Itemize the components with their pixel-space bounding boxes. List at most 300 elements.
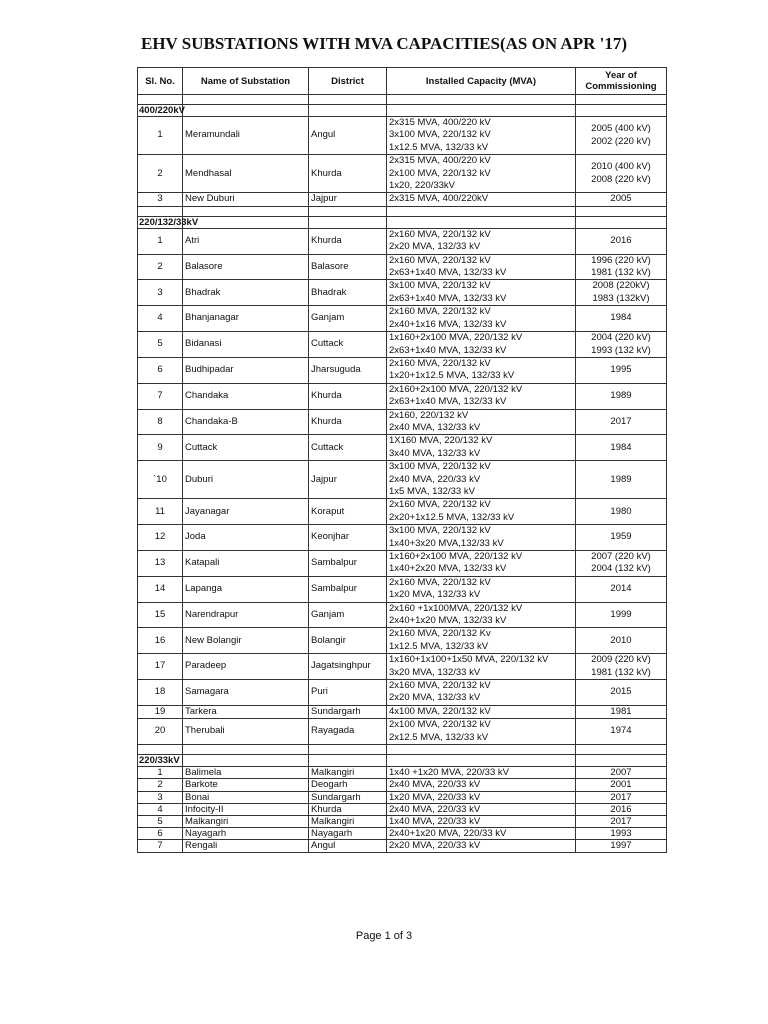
year-cell — [576, 680, 667, 706]
capacity-line: 1x40+3x20 MVA,132/33 kV — [389, 537, 504, 549]
table-row — [138, 461, 667, 499]
sl-no-cell: 3 — [138, 280, 183, 306]
substation-name-cell: Bonai — [183, 791, 309, 803]
capacity-line: 2x40 MVA, 220/33 kV — [389, 779, 481, 791]
year-cell — [576, 155, 667, 193]
section-header-empty-cell — [387, 105, 576, 117]
spacer-cell — [387, 95, 576, 105]
page-footer: Page 1 of 3 — [355, 930, 413, 942]
table-row — [138, 705, 667, 718]
year-cell — [576, 719, 667, 745]
capacity-line: 2x160 MVA, 220/132 kV — [389, 576, 491, 588]
capacity-line: 1x160+2x100 MVA, 220/132 kV — [389, 551, 523, 562]
district-cell: Malkangiri — [309, 767, 387, 779]
year-cell — [576, 409, 667, 435]
section-label: 400/220kV — [139, 105, 185, 116]
district-cell: Sundargarh — [309, 791, 387, 803]
table-row — [138, 155, 667, 193]
substation-name-cell: Bidanasi — [183, 332, 309, 358]
capacity-cell — [387, 357, 576, 383]
capacity-line: 3x100 MVA, 220/132 kV — [389, 129, 491, 141]
district-cell: Rayagada — [309, 719, 387, 745]
spacer-row — [138, 95, 667, 105]
capacity-line: 1x20, 220/33kV — [389, 180, 456, 192]
year-line: 1974 — [610, 725, 632, 737]
year-cell — [576, 280, 667, 306]
table-row — [138, 840, 667, 852]
district-cell: Khurda — [309, 383, 387, 409]
capacity-line: 2x63+1x40 MVA, 132/33 kV — [389, 292, 507, 304]
spacer-cell — [576, 95, 667, 105]
sl-no-cell: 17 — [138, 654, 183, 680]
table-row — [138, 815, 667, 827]
capacity-line: 1x5 MVA, 132/33 kV — [389, 485, 475, 497]
year-line: 1999 — [610, 608, 632, 620]
capacity-cell — [387, 254, 576, 280]
table-row — [138, 767, 667, 779]
capacity-line: 2x160, 220/132 kV — [389, 409, 469, 421]
capacity-cell — [387, 383, 576, 409]
year-cell — [576, 654, 667, 680]
district-cell: Jajpur — [309, 193, 387, 206]
table-row — [138, 306, 667, 332]
table-row — [138, 828, 667, 840]
year-cell — [576, 193, 667, 206]
district-cell: Khurda — [309, 228, 387, 254]
capacity-line: 2x63+1x40 MVA, 132/33 kV — [389, 267, 507, 279]
substation-name-cell: Cuttack — [183, 435, 309, 461]
section-header-row — [138, 216, 667, 228]
capacity-line: 3x20 MVA, 132/33 kV — [389, 666, 481, 678]
substation-name-cell: Lapanga — [183, 576, 309, 602]
substation-name-cell: Joda — [183, 525, 309, 551]
substation-name-cell: Budhipadar — [183, 357, 309, 383]
year-cell — [576, 525, 667, 551]
capacity-line: 2x160 MVA, 220/132 kV — [389, 306, 491, 318]
table-row — [138, 383, 667, 409]
year-cell — [576, 767, 667, 779]
year-line: 1983 (132kV) — [592, 292, 650, 304]
spacer-cell — [138, 95, 183, 105]
year-cell — [576, 499, 667, 525]
table-body — [138, 95, 667, 853]
year-line: 2005 (400 kV) — [591, 123, 651, 135]
capacity-line: 1x40 +1x20 MVA, 220/33 kV — [389, 767, 509, 779]
section-header-empty-cell — [183, 755, 309, 767]
capacity-line: 1x160+2x100 MVA, 220/132 kV — [389, 332, 523, 344]
capacity-line: 2x160 MVA, 220/132 kV — [389, 254, 491, 266]
district-cell: Angul — [309, 840, 387, 852]
year-line: 2007 — [610, 767, 632, 779]
substation-name-cell: Bhadrak — [183, 280, 309, 306]
sl-no-cell: 1 — [138, 228, 183, 254]
year-line: 2014 — [610, 583, 632, 595]
sl-no-cell: 7 — [138, 840, 183, 852]
year-cell — [576, 435, 667, 461]
page-title: EHV SUBSTATIONS WITH MVA CAPACITIES(AS ON APR '17) — [140, 34, 628, 53]
capacity-line: 2x160 MVA, 220/132 kV — [389, 680, 491, 692]
capacity-line: 1x20 MVA, 132/33 kV — [389, 589, 481, 601]
table-row — [138, 628, 667, 654]
capacity-line: 2x20 MVA, 132/33 kV — [389, 692, 481, 704]
year-line: 1989 — [610, 389, 632, 401]
capacity-line: 2x160 MVA, 220/132 kV — [389, 499, 491, 511]
capacity-line: 2x100 MVA, 220/132 kV — [389, 719, 491, 731]
header-year-of-commissioning: Year of Commissioning — [576, 68, 667, 95]
header-sl-no: Sl. No. — [138, 68, 183, 95]
year-line: 2004 (220 kV) — [591, 332, 651, 344]
capacity-line: 2x63+1x40 MVA, 132/33 kV — [389, 344, 507, 356]
table-row — [138, 228, 667, 254]
capacity-cell — [387, 602, 576, 628]
year-line: 2010 — [610, 634, 632, 646]
capacity-line: 3x100 MVA, 220/132 kV — [389, 280, 491, 292]
spacer-cell — [387, 745, 576, 755]
capacity-cell — [387, 306, 576, 332]
year-cell — [576, 840, 667, 852]
year-line: 2004 (132 kV) — [591, 563, 651, 575]
year-line: 2008 (220kV) — [592, 280, 650, 292]
capacity-line: 2x40 MVA, 132/33 kV — [389, 421, 481, 433]
year-line: 1993 — [610, 828, 632, 840]
district-cell: Sundargarh — [309, 705, 387, 718]
sl-no-cell: 20 — [138, 719, 183, 745]
district-cell: Deogarh — [309, 779, 387, 791]
district-cell: Balasore — [309, 254, 387, 280]
year-cell — [576, 306, 667, 332]
capacity-line: 2x63+1x40 MVA, 132/33 kV — [389, 396, 507, 408]
year-line: 1981 (132 kV) — [591, 666, 651, 678]
district-cell: Khurda — [309, 155, 387, 193]
capacity-cell — [387, 705, 576, 718]
capacity-cell — [387, 840, 576, 852]
substation-name-cell: Balasore — [183, 254, 309, 280]
table-row — [138, 409, 667, 435]
spacer-cell — [387, 206, 576, 216]
section-label: 220/33kV — [138, 755, 183, 767]
year-line: 1981 (132 kV) — [591, 267, 651, 279]
sl-no-cell: 3 — [138, 193, 183, 206]
section-label: 220/132/33kV — [139, 216, 199, 228]
year-line: 1989 — [610, 473, 632, 485]
substation-name-cell: Infocity-II — [183, 803, 309, 815]
year-line: 2002 (220 kV) — [591, 135, 651, 147]
district-cell: Puri — [309, 680, 387, 706]
table-row — [138, 525, 667, 551]
capacity-cell — [387, 779, 576, 791]
capacity-line: 1X160 MVA, 220/132 kV — [389, 435, 493, 447]
capacity-line: 3x100 MVA, 220/132 kV — [389, 525, 491, 537]
spacer-cell — [309, 95, 387, 105]
substation-name-cell: Duburi — [183, 461, 309, 499]
section-header-empty-cell — [387, 755, 576, 767]
table-row — [138, 332, 667, 358]
table-row — [138, 576, 667, 602]
capacity-line: 2x12.5 MVA, 132/33 kV — [389, 731, 489, 743]
capacity-cell — [387, 628, 576, 654]
substation-name-cell: Malkangiri — [183, 815, 309, 827]
capacity-line: 2x100 MVA, 220/132 kV — [389, 167, 491, 179]
year-line: 2017 — [610, 415, 632, 427]
sl-no-cell: 2 — [138, 779, 183, 791]
capacity-line: 3x40 MVA, 132/33 kV — [389, 447, 481, 459]
table-row — [138, 499, 667, 525]
capacity-line: 1x160+1x100+1x50 MVA, 220/132 kV — [389, 654, 549, 666]
table-row — [138, 117, 667, 155]
sl-no-cell: 6 — [138, 828, 183, 840]
table-row — [138, 803, 667, 815]
table-row — [138, 791, 667, 803]
district-cell: Cuttack — [309, 435, 387, 461]
section-header-empty-cell — [309, 755, 387, 767]
substation-name-cell: Nayagarh — [183, 828, 309, 840]
capacity-cell — [387, 719, 576, 745]
year-line: 2015 — [610, 686, 632, 698]
capacity-line: 2x40+1x20 MVA, 132/33 kV — [389, 615, 507, 627]
spacer-cell — [183, 745, 309, 755]
table-row — [138, 551, 667, 577]
spacer-cell — [183, 95, 309, 105]
capacity-line: 2x20 MVA, 220/33 kV — [389, 840, 481, 852]
sl-no-cell: 12 — [138, 525, 183, 551]
sl-no-cell: 6 — [138, 357, 183, 383]
capacity-line: 1x12.5 MVA, 132/33 kV — [389, 640, 489, 652]
capacity-cell — [387, 409, 576, 435]
sl-no-cell: 11 — [138, 499, 183, 525]
capacity-line: 3x100 MVA, 220/132 kV — [389, 461, 491, 473]
year-line: 1995 — [610, 364, 632, 376]
year-line: 2008 (220 kV) — [591, 173, 651, 185]
year-cell — [576, 628, 667, 654]
table-row — [138, 654, 667, 680]
capacity-cell — [387, 815, 576, 827]
section-header-empty-cell — [309, 216, 387, 228]
section-header-empty-cell — [183, 216, 309, 228]
substation-name-cell: Chandaka-B — [183, 409, 309, 435]
year-line: 1981 — [610, 705, 632, 717]
year-line: 1996 (220 kV) — [591, 254, 651, 266]
sl-no-cell: `10 — [138, 461, 183, 499]
table-row — [138, 602, 667, 628]
year-line: 2016 — [610, 235, 632, 247]
substation-name-cell: Mendhasal — [183, 155, 309, 193]
capacity-line: 2x20 MVA, 132/33 kV — [389, 241, 481, 253]
section-header-empty-cell — [576, 105, 667, 117]
capacity-line: 1x20+1x12.5 MVA, 132/33 kV — [389, 370, 515, 382]
year-line: 1984 — [610, 312, 632, 324]
year-cell — [576, 602, 667, 628]
year-line: 2009 (220 kV) — [591, 654, 651, 666]
substation-name-cell: Samagara — [183, 680, 309, 706]
section-header-row — [138, 755, 667, 767]
year-line: 1959 — [610, 531, 632, 543]
spacer-cell — [309, 206, 387, 216]
district-cell: Jagatsinghpur — [309, 654, 387, 680]
capacity-cell — [387, 155, 576, 193]
sl-no-cell: 5 — [138, 332, 183, 358]
substation-name-cell: Atri — [183, 228, 309, 254]
district-cell: Khurda — [309, 803, 387, 815]
district-cell: Ganjam — [309, 306, 387, 332]
substation-name-cell: New Bolangir — [183, 628, 309, 654]
sl-no-cell: 18 — [138, 680, 183, 706]
year-line: 1984 — [610, 441, 632, 453]
district-cell: Koraput — [309, 499, 387, 525]
capacity-line: 2x160 MVA, 220/132 Kv — [389, 628, 491, 640]
capacity-line: 2x315 MVA, 400/220 kV — [389, 117, 491, 128]
sl-no-cell: 19 — [138, 705, 183, 718]
capacity-line: 1x40+2x20 MVA, 132/33 kV — [389, 563, 507, 575]
capacity-line: 2x160+2x100 MVA, 220/132 kV — [389, 383, 523, 395]
year-line: 2005 — [610, 193, 632, 205]
district-cell: Nayagarh — [309, 828, 387, 840]
sl-no-cell: 14 — [138, 576, 183, 602]
table-header-row — [138, 68, 667, 95]
substations-table — [137, 67, 667, 853]
section-header-empty-cell — [387, 216, 576, 228]
capacity-cell — [387, 499, 576, 525]
capacity-line: 2x160 MVA, 220/132 kV — [389, 357, 491, 369]
sl-no-cell: 16 — [138, 628, 183, 654]
capacity-cell — [387, 767, 576, 779]
year-cell — [576, 228, 667, 254]
spacer-cell — [138, 745, 183, 755]
sl-no-cell: 4 — [138, 306, 183, 332]
capacity-line: 1x12.5 MVA, 132/33 kV — [389, 141, 489, 153]
sl-no-cell: 1 — [138, 117, 183, 155]
substation-name-cell: Bhanjanagar — [183, 306, 309, 332]
spacer-cell — [576, 745, 667, 755]
capacity-cell — [387, 828, 576, 840]
year-line: 1980 — [610, 505, 632, 517]
district-cell: Malkangiri — [309, 815, 387, 827]
spacer-cell — [183, 206, 309, 216]
spacer-row — [138, 206, 667, 216]
table-row — [138, 719, 667, 745]
capacity-line: 4x100 MVA, 220/132 kV — [389, 705, 491, 717]
table-row — [138, 435, 667, 461]
capacity-line: 2x40 MVA, 220/33 kV — [389, 803, 481, 815]
substation-name-cell: Balimela — [183, 767, 309, 779]
capacity-cell — [387, 551, 576, 577]
year-line: 1993 (132 kV) — [591, 344, 651, 356]
substation-name-cell: Rengali — [183, 840, 309, 852]
capacity-line: 2x160 MVA, 220/132 kV — [389, 228, 491, 240]
year-line: 2010 (400 kV) — [591, 161, 651, 173]
capacity-cell — [387, 803, 576, 815]
spacer-cell — [576, 206, 667, 216]
district-cell: Sambalpur — [309, 551, 387, 577]
table-row — [138, 280, 667, 306]
section-header-empty-cell — [576, 216, 667, 228]
year-cell — [576, 254, 667, 280]
table-row — [138, 193, 667, 206]
district-cell: Ganjam — [309, 602, 387, 628]
section-header-empty-cell — [183, 105, 309, 117]
capacity-line: 2x160 +1x100MVA, 220/132 kV — [389, 602, 523, 614]
substation-name-cell: New Duburi — [183, 193, 309, 206]
district-cell: Sambalpur — [309, 576, 387, 602]
sl-no-cell: 7 — [138, 383, 183, 409]
year-cell — [576, 828, 667, 840]
section-header-row — [138, 105, 667, 117]
year-cell — [576, 791, 667, 803]
capacity-line: 1x40 MVA, 220/33 kV — [389, 815, 481, 827]
spacer-cell — [138, 206, 183, 216]
capacity-cell — [387, 228, 576, 254]
section-header-empty-cell — [576, 755, 667, 767]
header-district: District — [309, 68, 387, 95]
table-row — [138, 779, 667, 791]
capacity-line: 2x40 MVA, 220/33 kV — [389, 473, 481, 485]
year-cell — [576, 357, 667, 383]
year-cell — [576, 117, 667, 155]
district-cell: Bolangir — [309, 628, 387, 654]
substation-name-cell: Barkote — [183, 779, 309, 791]
year-cell — [576, 803, 667, 815]
capacity-cell — [387, 680, 576, 706]
capacity-line: 1x20 MVA, 220/33 kV — [389, 791, 481, 803]
substation-name-cell: Narendrapur — [183, 602, 309, 628]
year-line: 2017 — [610, 791, 632, 803]
capacity-line: 2x40+1x20 MVA, 220/33 kV — [389, 828, 507, 840]
capacity-cell — [387, 791, 576, 803]
substation-name-cell: Therubali — [183, 719, 309, 745]
capacity-cell — [387, 576, 576, 602]
spacer-row — [138, 745, 667, 755]
year-cell — [576, 332, 667, 358]
district-cell: Angul — [309, 117, 387, 155]
table-row — [138, 680, 667, 706]
capacity-line: 2x315 MVA, 400/220kV — [389, 193, 489, 205]
header-substation-name: Name of Substation — [183, 68, 309, 95]
year-line: 2001 — [610, 779, 632, 791]
substation-name-cell: Jayanagar — [183, 499, 309, 525]
year-cell — [576, 815, 667, 827]
capacity-cell — [387, 280, 576, 306]
substation-name-cell: Tarkera — [183, 705, 309, 718]
sl-no-cell: 5 — [138, 815, 183, 827]
capacity-cell — [387, 117, 576, 155]
year-cell — [576, 551, 667, 577]
substation-name-cell: Meramundali — [183, 117, 309, 155]
year-cell — [576, 705, 667, 718]
district-cell: Jajpur — [309, 461, 387, 499]
sl-no-cell: 1 — [138, 767, 183, 779]
year-line: 2016 — [610, 803, 632, 815]
capacity-line: 2x315 MVA, 400/220 kV — [389, 155, 491, 167]
sl-no-cell: 8 — [138, 409, 183, 435]
district-cell: Cuttack — [309, 332, 387, 358]
district-cell: Khurda — [309, 409, 387, 435]
year-cell — [576, 576, 667, 602]
table-row — [138, 357, 667, 383]
sl-no-cell: 2 — [138, 254, 183, 280]
year-cell — [576, 779, 667, 791]
section-header-empty-cell — [309, 105, 387, 117]
spacer-cell — [309, 745, 387, 755]
year-line: 1997 — [610, 840, 632, 852]
capacity-cell — [387, 332, 576, 358]
sl-no-cell: 2 — [138, 155, 183, 193]
sl-no-cell: 4 — [138, 803, 183, 815]
year-line: 2007 (220 kV) — [591, 551, 651, 562]
substation-name-cell: Chandaka — [183, 383, 309, 409]
sl-no-cell: 15 — [138, 602, 183, 628]
district-cell: Jharsuguda — [309, 357, 387, 383]
sl-no-cell: 3 — [138, 791, 183, 803]
year-cell — [576, 461, 667, 499]
